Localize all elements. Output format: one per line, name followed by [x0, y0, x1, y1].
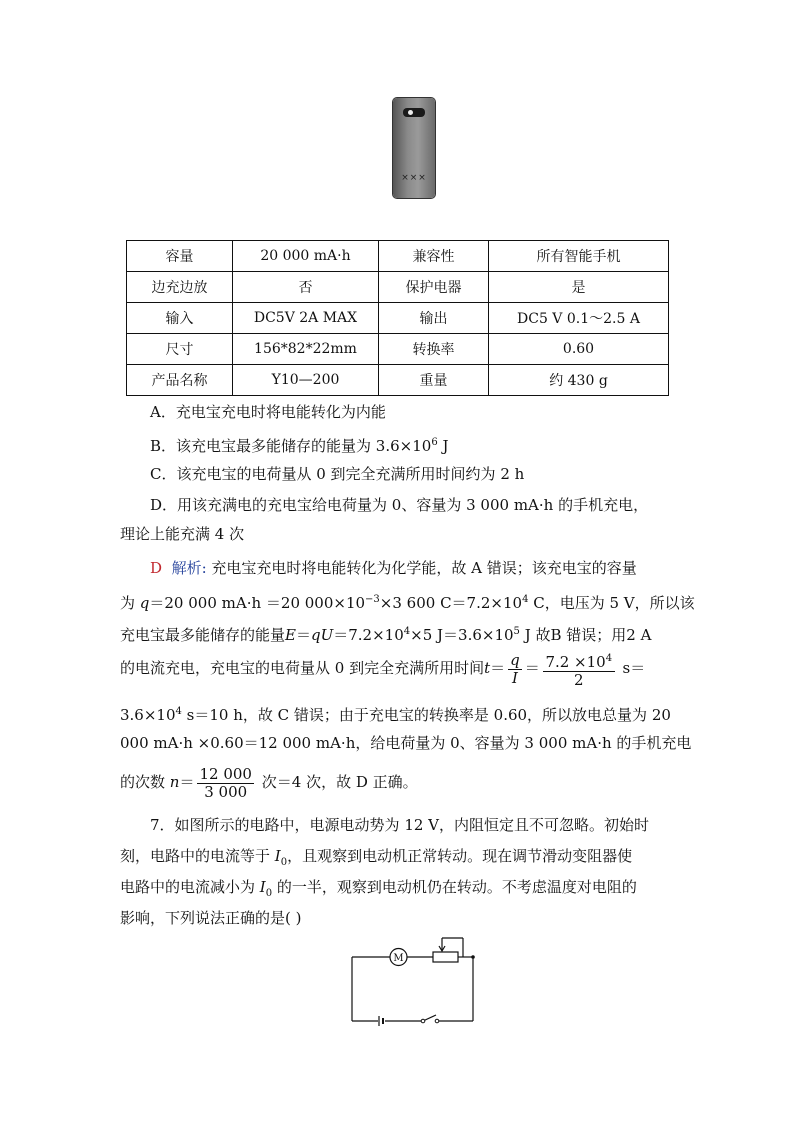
var-q: q: [310, 626, 321, 644]
table-cell: 产品名称: [127, 365, 233, 396]
fraction-count: [197, 766, 254, 801]
equals: ＝: [490, 659, 506, 677]
fraction-numerator: [543, 650, 615, 672]
option-c: C．该充电宝的电荷量从 0 到完全充满所用时间约为 2 h: [150, 465, 525, 483]
circuit-diagram: [345, 930, 480, 1030]
answer-letter: D: [150, 559, 163, 577]
option-d: D．用该充满电的充电宝给电荷量为 0、容量为 3 000 mA·h 的手机充电，: [150, 496, 649, 514]
rheostat-icon: [433, 952, 458, 962]
question-7-line: 影响，下列说法正确的是( ): [120, 909, 302, 927]
table-cell: 输出: [379, 303, 489, 334]
solution-line: 000 mA·h ×0.60＝12 000 mA·h，给电荷量为 0、容量为 3 000 mA·h 的手机充电: [120, 734, 692, 752]
numerator-text: 7.2 ×10: [545, 652, 606, 671]
table-cell: 输入: [127, 303, 233, 334]
exponent: 4: [403, 626, 411, 637]
equals: ＝: [179, 773, 195, 791]
table-cell: DC5V 2A MAX: [233, 303, 379, 334]
table-cell: DC5 V 0.1～2.5 A: [489, 303, 669, 334]
power-bank-image: [393, 98, 435, 198]
var-E: E: [285, 626, 296, 644]
var-I: I: [274, 847, 281, 865]
solution-text: 的电流充电，充电宝的电荷量从 0 到完全充满所用时间: [120, 659, 485, 677]
table-cell: Y10—200: [233, 365, 379, 396]
fraction-denominator: I: [511, 668, 518, 687]
exponent: 4: [605, 652, 613, 664]
fraction-q-over-i: [508, 652, 522, 687]
solution-text: s＝: [617, 659, 646, 677]
table-cell: 尺寸: [127, 334, 233, 365]
table-row: [127, 303, 669, 334]
subscript: 0: [265, 888, 273, 899]
exponent: −3: [365, 594, 380, 605]
question-text: ，且观察到电动机正常转动。现在调节滑动变阻器使: [287, 847, 633, 865]
solution-text: 充电宝最多能储存的能量: [120, 626, 286, 644]
table-cell: 否: [233, 272, 379, 303]
solution-text: 次＝4 次，故 D 正确。: [256, 773, 418, 791]
power-bank-marks: ×××: [401, 173, 427, 183]
table-cell: 兼容性: [379, 241, 489, 272]
spec-table: [126, 240, 669, 396]
table-cell: 转换率: [379, 334, 489, 365]
table-cell: 约 430 g: [489, 365, 669, 396]
solution-line: [120, 702, 671, 725]
table-row: [127, 365, 669, 396]
exponent: 5: [513, 626, 520, 637]
var-q: q: [139, 594, 150, 612]
fraction-numerator: q: [510, 650, 520, 669]
solution-text: J 故B 错误；用2 A: [519, 626, 652, 644]
option-a: A．充电宝充电时将电能转化为内能: [150, 403, 386, 421]
option-b: [150, 433, 448, 456]
table-cell: 是: [489, 272, 669, 303]
fraction-denominator: 2: [573, 670, 584, 689]
equals: ＝: [295, 626, 311, 644]
switch-contact: [435, 1019, 439, 1023]
table-cell: 0.60: [489, 334, 669, 365]
table-cell: 所有智能手机: [489, 241, 669, 272]
question-text: 电路中的电流减小为: [120, 878, 260, 896]
table-cell: 重量: [379, 365, 489, 396]
solution-text: ＝20 000 mA·h ＝20 000×10: [149, 594, 366, 612]
question-7-line: [120, 846, 632, 873]
junction-dot: [471, 955, 475, 959]
question-7-line: [120, 877, 637, 904]
table-row: [127, 272, 669, 303]
switch-contact: [421, 1019, 425, 1023]
power-bank-button: [403, 108, 425, 117]
fraction-time: [543, 650, 615, 689]
solution-text: s＝10 h，故 C 错误；由于充电宝的转换率是 0.60，所以放电总量为 20: [181, 706, 671, 724]
solution-text: ×3 600 C＝7.2×10: [379, 594, 523, 612]
solution-line: [120, 622, 651, 645]
fraction-denominator: 3 000: [204, 782, 248, 801]
solution-text: 充电宝充电时将电能转化为化学能，故 A 错误；该充电宝的容量: [206, 559, 637, 577]
var-n: n: [169, 773, 180, 791]
question-text: 刻，电路中的电流等于: [120, 847, 275, 865]
table-cell: 20 000 mA·h: [233, 241, 379, 272]
var-U: U: [320, 626, 334, 644]
solution-text: 的次数: [120, 773, 166, 791]
table-cell: 边充边放: [127, 272, 233, 303]
solution-label: 解析:: [171, 559, 207, 577]
question-7-line: 7．如图所示的电路中，电源电动势为 12 V，内阻恒定且不可忽略。初始时: [150, 816, 650, 834]
solution-line: [120, 648, 645, 689]
var-I: I: [259, 878, 266, 896]
table-cell: 容量: [127, 241, 233, 272]
solution-line: [150, 558, 637, 578]
solution-text: ＝7.2×10: [333, 626, 404, 644]
exponent: 4: [522, 594, 529, 605]
solution-text: C，电压为 5 V，所以该: [528, 594, 695, 612]
option-b-unit: J: [437, 437, 449, 455]
option-b-exponent: 6: [431, 437, 438, 448]
option-b-text: B．该充电宝最多能储存的能量为 3.6×10: [150, 437, 432, 455]
solution-line: [120, 762, 418, 802]
motor-label: M: [393, 953, 404, 964]
table-cell: 156*82*22mm: [233, 334, 379, 365]
exponent: 4: [175, 706, 182, 717]
solution-text: ×5 J＝3.6×10: [410, 626, 514, 644]
table-row: [127, 334, 669, 365]
fraction-numerator: 12 000: [199, 764, 252, 783]
subscript: 0: [280, 857, 288, 868]
solution-line: 为 q＝20 000 mA·h ＝20 $000\times 10^{-3}\times 3$ 600 $C=7.2\times 10^4$ C，电压为 5 V，所以该: [120, 594, 695, 612]
var-t: t: [484, 659, 491, 677]
solution-text: 3.6×10: [120, 706, 176, 724]
question-text: 的一半，观察到电动机仍在转动。不考虑温度对电阻的: [272, 878, 637, 896]
equals: ＝: [524, 659, 540, 677]
table-cell: 保护电器: [379, 272, 489, 303]
option-d-cont: 理论上能充满 4 次: [120, 525, 245, 543]
table-row: [127, 241, 669, 272]
